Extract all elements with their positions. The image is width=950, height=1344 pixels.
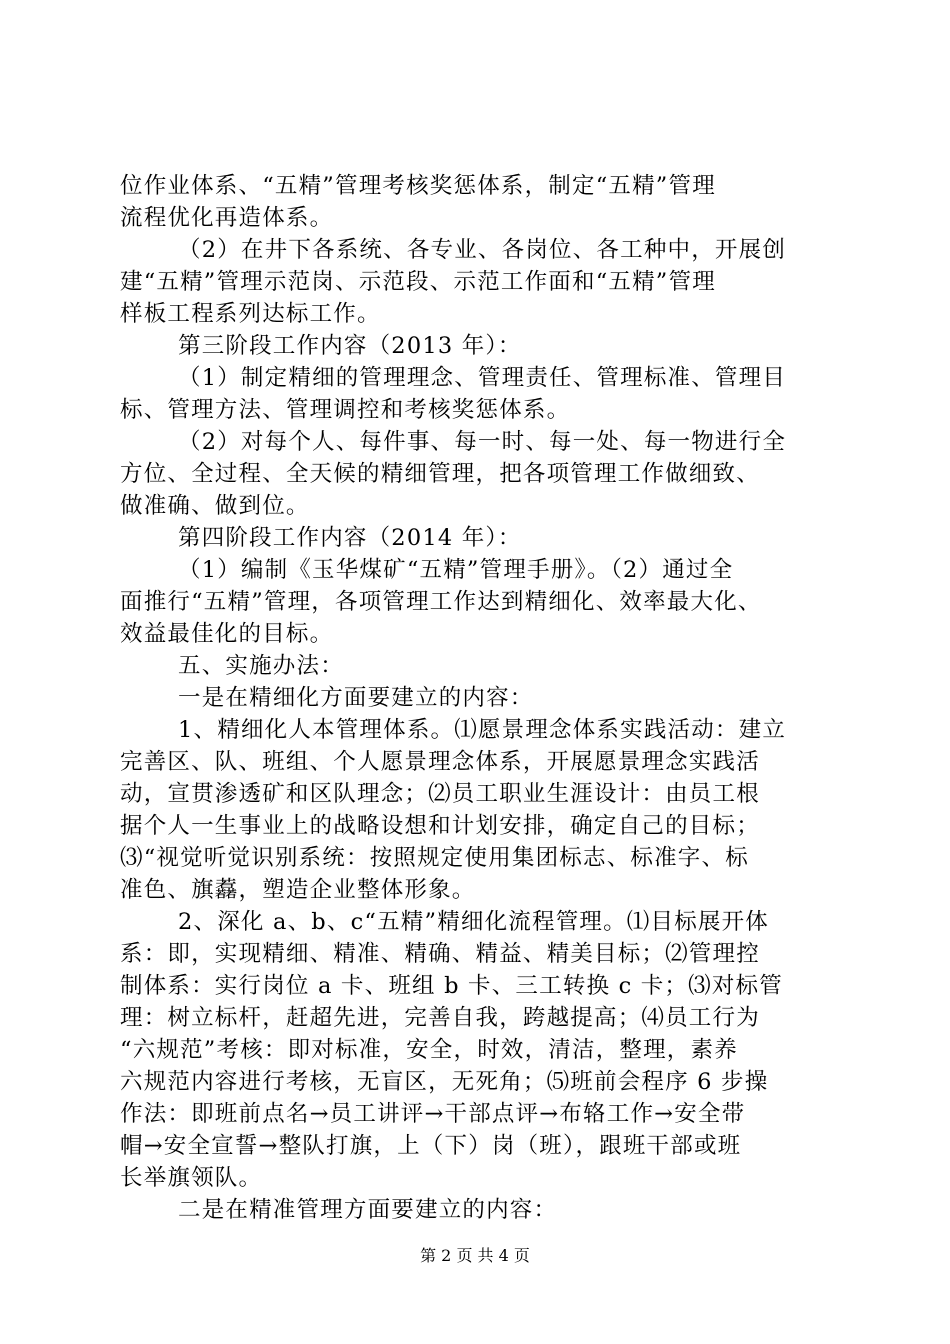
text-line: 第三阶段工作内容（2013 年）： — [178, 333, 522, 359]
text-line: 面推行“五精”管理，各项管理工作达到精细化、效率最大化、 — [120, 589, 762, 615]
text-line: ⑶“视觉听觉识别系统：按照规定使用集团标志、标准字、标 — [120, 845, 749, 871]
text-line: （1）编制《玉华煤矿“五精”管理手册》。（2）通过全 — [178, 557, 734, 583]
text-line: 五、实施办法： — [178, 653, 344, 679]
text-line: 流程优化再造体系。 — [120, 205, 334, 231]
text-line: 做准确、做到位。 — [120, 493, 310, 519]
text-line: 完善区、队、班组、个人愿景理念体系，开展愿景理念实践活 — [120, 749, 760, 775]
text-line: 1、精细化人本管理体系。⑴愿景理念体系实践活动：建立 — [178, 717, 787, 743]
text-line: （2）对每个人、每件事、每一时、每一处、每一物进行全 — [178, 429, 787, 455]
text-line: 样板工程系列达标工作。 — [120, 301, 381, 327]
text-line: 标、管理方法、管理调控和考核奖惩体系。 — [120, 397, 571, 423]
text-line: 长举旗领队。 — [120, 1165, 263, 1191]
text-line: 据个人一生事业上的战略设想和计划安排，确定自己的目标； — [120, 813, 760, 839]
text-line: “六规范”考核：即对标准，安全，时效，清洁，整理，素养 — [120, 1037, 738, 1063]
text-line: 制体系：实行岗位 a 卡、班组 b 卡、三工转换 c 卡；⑶对标管 — [120, 973, 783, 999]
text-line: 动，宣贯渗透矿和区队理念；⑵员工职业生涯设计：由员工根 — [120, 781, 760, 807]
text-line: 第四阶段工作内容（2014 年）： — [178, 525, 522, 551]
text-line: 2、深化 a、b、c“五精”精细化流程管理。⑴目标展开体 — [178, 909, 769, 935]
text-line: 帽→安全宣誓→整队打旗，上（下）岗（班），跟班干部或班 — [120, 1133, 742, 1159]
text-line: （2）在井下各系统、各专业、各岗位、各工种中，开展创 — [178, 237, 787, 263]
text-line: 位作业体系、“五精”管理考核奖惩体系，制定“五精”管理 — [120, 173, 716, 199]
page-footer: 第 2 页 共 4 页 — [420, 1246, 530, 1265]
text-line: 作法：即班前点名→员工讲评→干部点评→布辂工作→安全带 — [120, 1101, 746, 1127]
text-line: 理：树立标杆，赶超先进，完善自我，跨越提高；⑷员工行为 — [120, 1005, 760, 1031]
text-line: 二是在精准管理方面要建立的内容： — [178, 1197, 558, 1223]
text-line: 准色、旗䖃，塑造企业整体形象。 — [120, 877, 476, 903]
text-line: 方位、全过程、全天候的精细管理，把各项管理工作做细致、 — [120, 461, 760, 487]
text-line: 建“五精”管理示范岗、示范段、示范工作面和“五精”管理 — [120, 269, 716, 295]
text-line: 效益最佳化的目标。 — [120, 621, 334, 647]
text-line: （1）制定精细的管理理念、管理责任、管理标准、管理目 — [178, 365, 787, 391]
text-line: 系：即，实现精细、精准、精确、精益、精美目标；⑵管理控 — [120, 941, 760, 967]
text-line: 一是在精细化方面要建立的内容： — [178, 685, 534, 711]
document-body — [120, 170, 840, 1226]
text-line: 六规范内容进行考核，无盲区，无死角；⑸班前会程序 6 步操 — [120, 1069, 769, 1095]
